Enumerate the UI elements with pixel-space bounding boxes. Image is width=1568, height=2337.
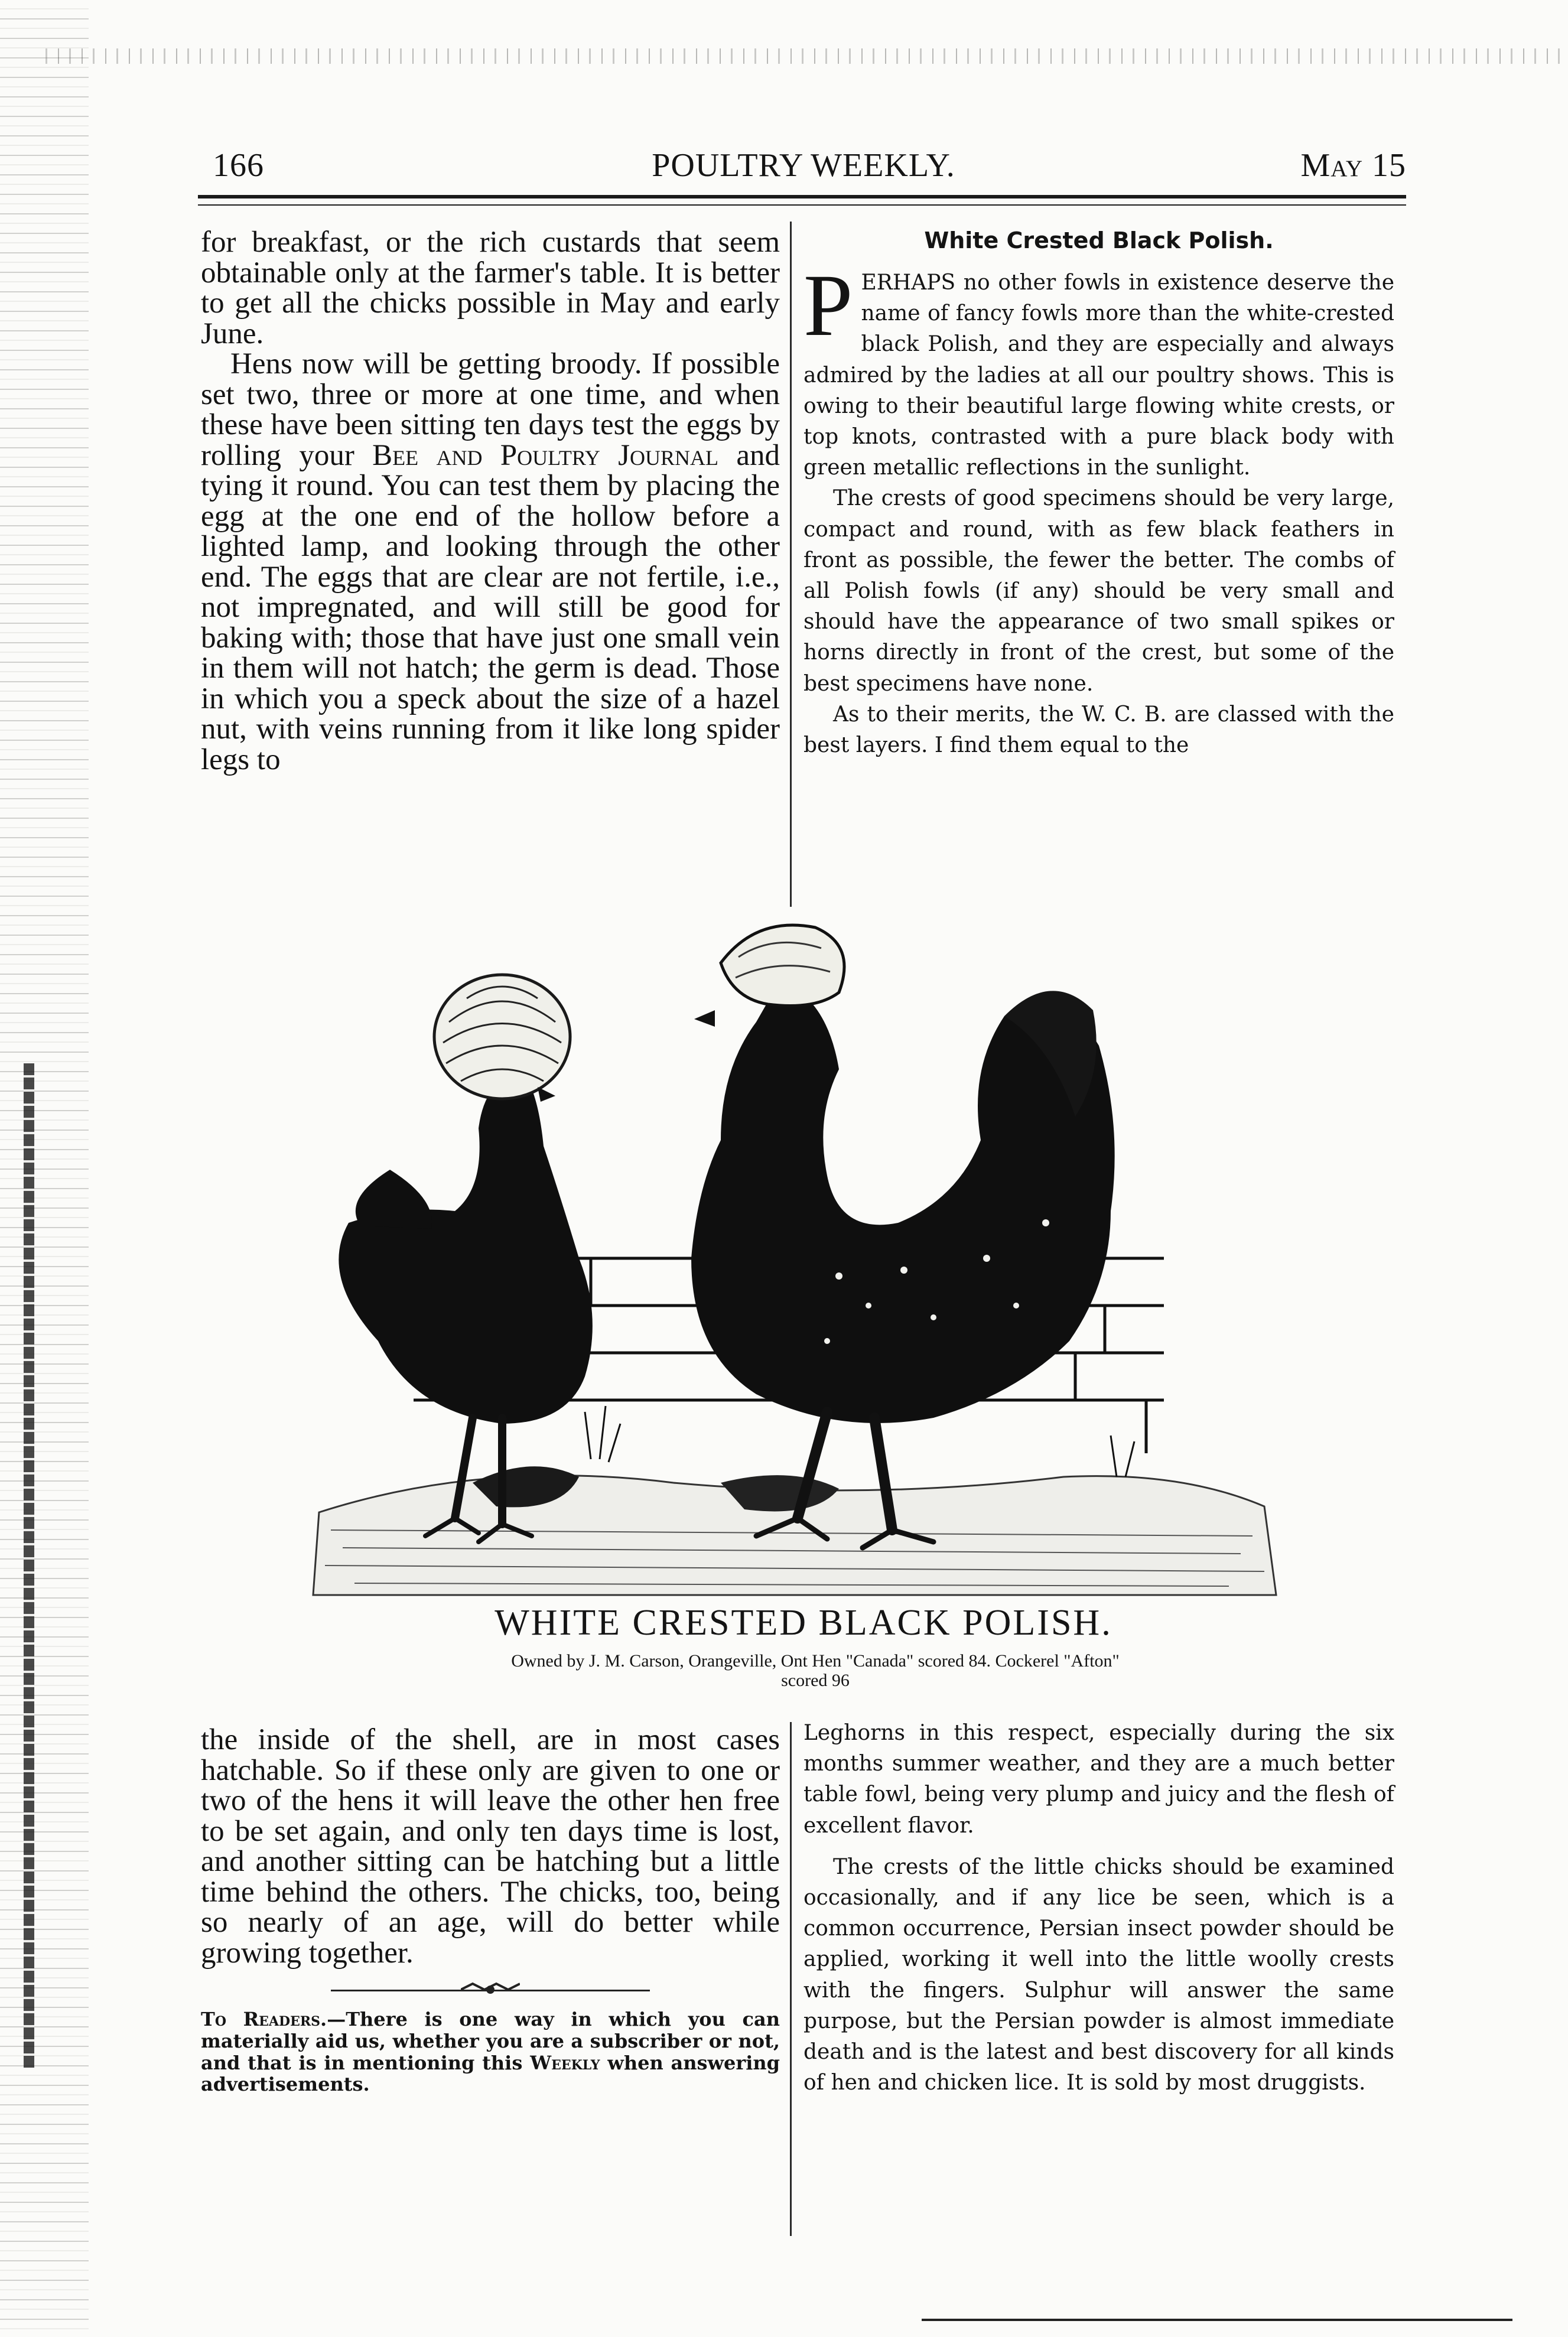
polish-fowl-engraving <box>307 892 1288 1607</box>
drop-cap: P <box>803 256 853 355</box>
lower-left-paragraph: the inside of the shell, are in most cases hatchable. So if these only are given to one or two of the hens it will leave the other hen free to be set again, and only ten days time is lost, and another sitting can be hatching but a little time behind the others. The chicks, too, being so nearly of an age, will do better while growing together. <box>201 1723 780 1970</box>
page-number: 166 <box>213 147 264 184</box>
plate-credit-line-2: scored 96 <box>781 1671 850 1690</box>
section-title: White Crested Black Polish. <box>924 227 1274 253</box>
ornament-icon <box>461 1981 520 1998</box>
scan-edge-rule <box>24 1063 34 2068</box>
journal-title: POULTRY WEEKLY. <box>652 147 955 184</box>
left-paragraph-2-end: and tying it round. You can test them by placing the egg at the one end of the hollow before a lighted lamp, and looking through the other end. The eggs that are clear are not fertile, i.e., not impregnated, and will still be good for baking with; those that have just one small vein in them will not hatch; the germ is dead. Those in which you a speck about the size of a hazel nut, with veins running from it like long spider legs to <box>201 438 780 776</box>
right-paragraph-3: As to their merits, the W. C. B. are classed with the best layers. I find them equal to the <box>803 702 1394 757</box>
issue-date: May 15 <box>1300 147 1406 184</box>
scan-edge-artifact <box>0 0 89 2337</box>
notice-weekly: Weekly <box>530 2051 600 2074</box>
header-rule-thin <box>198 204 1406 206</box>
scan-top-noise <box>35 48 1560 64</box>
plate-credit <box>331 1651 1300 1690</box>
plate-credit-line-1: Owned by J. M. Carson, Orangeville, Ont Hen "Canada" scored 84. Cockerel "Afton" <box>511 1651 1120 1671</box>
right-paragraph-1 <box>803 256 1394 483</box>
lower-left-column <box>201 1725 780 1968</box>
lower-right-paragraph-2: The crests of the little chicks should be examined occasionally, and if any lice be seen, which is a common occurrence, Persian insect powder should be applied, working it well into the little woolly crests with the fingers. Sulphur will answer the same purpose, but the Persian powder is almost immediate death and is the latest and best discovery for all kinds of hen and chicken lice. It is sold by most druggists. <box>803 1854 1394 2095</box>
lower-column-rule <box>790 1722 792 2236</box>
left-paragraph-2-start: Hens now will be getting broody. If possible set two, three or more at one time, and when these have been sitting ten days test the eggs by rolling your <box>201 347 780 472</box>
lower-right-column <box>803 1718 1394 2098</box>
journal-name: Bee and Poultry Journal <box>372 438 719 472</box>
running-head <box>201 142 1406 189</box>
left-paragraph-1: for breakfast, or the rich custards that seem obtainable only at the farmer's table. It is better to get all the chicks possible in May and early June. <box>201 226 780 350</box>
right-paragraph-2: The crests of good specimens should be very large, compact and round, with as few black feathers in front as possible, the fewer the better. The combs of all Polish fowls (if any) should be very small and should have the appearance of two small spikes or horns directly in front of the crest, but some of the best specimens have none. <box>803 486 1394 696</box>
right-paragraph-1-text: ERHAPS no other fowls in existence deserve the name of fancy fowls more than the white-crested black Polish, and they are especially and always admired by the ladies at all our poultry shows. This is owing to their beautiful large flowing white crests, or top knots, contrasted with a pure black body with green metallic reflections in the sunlight. <box>803 271 1394 480</box>
plate-title: WHITE CRESTED BLACK POLISH. <box>495 1603 1112 1643</box>
notice-text-start: —There is one way in which you can materially aid us, whether you are a subscriber or not, and that is in mentioning this <box>201 2008 780 2074</box>
upper-column-rule <box>790 222 792 907</box>
bottom-rule <box>922 2319 1512 2321</box>
upper-right-column <box>803 224 1394 761</box>
lower-right-paragraph-1: Leghorns in this respect, especially during the six months summer weather, and they are a much better table fowl, being very plump and juicy and the flesh of excellent flavor. <box>803 1721 1394 1838</box>
upper-left-column <box>201 227 780 775</box>
notice-label: To Readers. <box>201 2008 327 2030</box>
left-paragraph-2 <box>201 349 780 775</box>
header-rule-thick <box>198 195 1406 198</box>
readers-notice <box>201 2009 780 2095</box>
notice-text-end: when answering advertisements. <box>201 2051 780 2096</box>
